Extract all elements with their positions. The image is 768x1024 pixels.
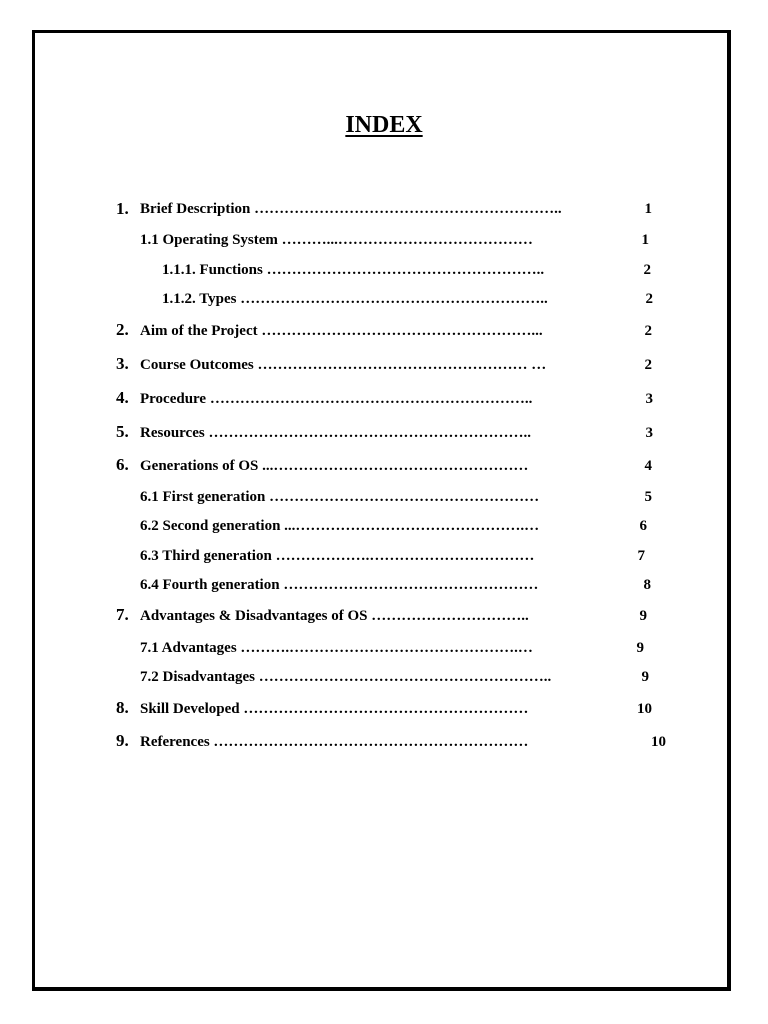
page-number: 6 [639,518,647,534]
entry-number: 3. [116,354,129,373]
toc-entry: 6.2 Second generation ...……………………………………….… [140,518,540,534]
entry-number: 1. [116,199,129,218]
toc-entry: Generations of OS ...…………………………………………… [140,458,529,474]
entry-number: 9. [116,731,129,750]
toc-entry: 7.2 Disadvantages ………………………………………………….. [140,669,552,685]
entry-number: 7. [116,605,129,624]
page-number: 9 [636,640,644,656]
entry-number: 5. [116,422,129,441]
page-number: 2 [644,357,652,373]
page-number: 8 [643,577,651,593]
page-number: 3 [645,425,653,441]
page-title: INDEX [345,112,423,138]
page-border [32,30,731,991]
toc-entry: Skill Developed ………………………………………………… [140,701,529,717]
page-number: 2 [643,262,651,278]
page-number: 7 [637,548,645,564]
toc-entry: Procedure ……………………………………………………….. [140,391,533,407]
page-number: 5 [644,489,652,505]
toc-entry: Brief Description …………………………………………………….. [140,201,562,217]
toc-entry: References ……………………………………………………… [140,734,529,750]
page-number: 9 [639,608,647,624]
page-number: 2 [644,323,652,339]
page-number: 10 [637,701,652,717]
toc-entry: 1.1.2. Types …………………………………………………….. [162,291,548,307]
entry-number: 8. [116,698,129,717]
toc-entry: 1.1.1. Functions ……………………………………………….. [162,262,545,278]
page-number: 10 [651,734,666,750]
page-number: 4 [644,458,652,474]
page-number: 9 [641,669,649,685]
toc-entry: 1.1 Operating System ………...………………………………… [140,232,533,248]
toc-entry: 7.1 Advantages ……….……………………………………….… [140,640,533,656]
page-number: 3 [645,391,653,407]
page-number: 2 [645,291,653,307]
entry-number: 6. [116,455,129,474]
toc-entry: Advantages & Disadvantages of OS ………………………….. [140,608,529,624]
toc-entry: Course Outcomes ……………………………………………… … [140,357,547,373]
entry-number: 4. [116,388,129,407]
toc-entry: Aim of the Project ………………………………………………... [140,323,543,339]
entry-number: 2. [116,320,129,339]
page-number: 1 [644,201,652,217]
page-number: 1 [641,232,649,248]
toc-entry: Resources ……………………………………………………….. [140,425,531,441]
toc-entry: 6.1 First generation ……………………………………………… [140,489,540,505]
toc-entry: 6.3 Third generation ……………….…………………………… [140,548,535,564]
toc-entry: 6.4 Fourth generation …………………………………………… [140,577,539,593]
